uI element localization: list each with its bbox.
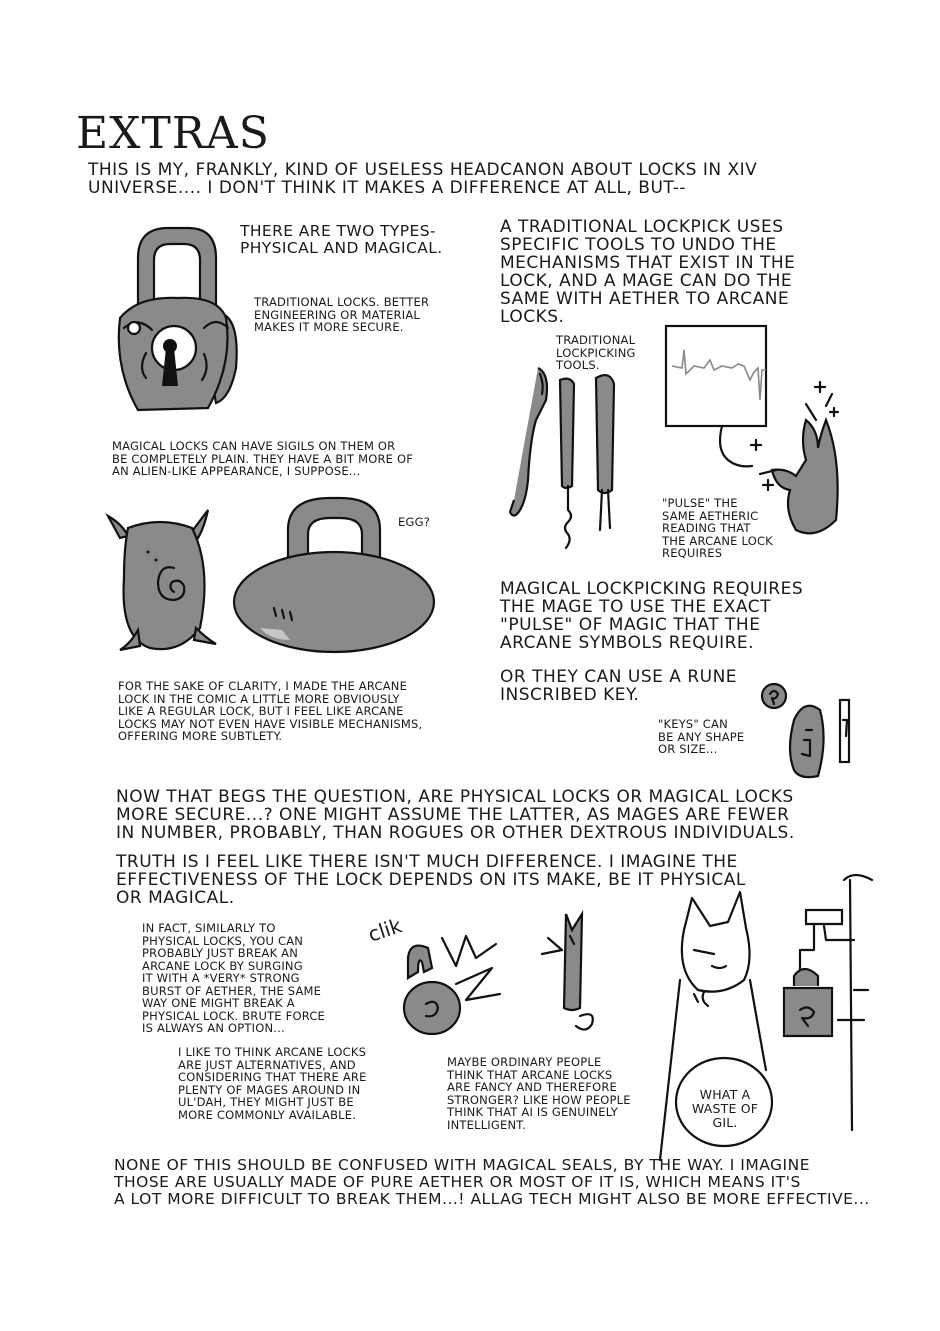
- clarity-note: FOR THE SAKE OF CLARITY, I MADE THE ARCANE LOCK IN THE COMIC A LITTLE MORE OBVIOUSLY LIKE A REGULAR LOCK, BUT I FEEL LIKE ARCANE LOCKS MAY NOT EVEN HAVE VISIBLE MECHANISMS, OFFERING MORE SUBTLETY.: [118, 679, 423, 743]
- two-types-text: THERE ARE TWO TYPES- PHYSICAL AND MAGICAL.: [240, 222, 443, 257]
- clik-sfx: clik: [365, 913, 405, 947]
- lockpick-tools-drawing: [500, 360, 640, 560]
- horned-lock-drawing: [100, 508, 220, 658]
- egg-label: EGG?: [398, 515, 430, 529]
- rune-keys-drawing: [760, 680, 860, 780]
- keys-note: "KEYS" CAN BE ANY SHAPE OR SIZE...: [658, 717, 745, 756]
- egg-lock-drawing: [230, 490, 440, 660]
- tools-label: TRADITIONAL LOCKPICKING TOOLS.: [556, 333, 636, 372]
- magical-lockpicking-text: MAGICAL LOCKPICKING REQUIRES THE MAGE TO USE THE EXACT "PULSE" OF MAGIC THAT THE ARCANE SYMBOLS REQUIRE.: [500, 579, 804, 653]
- speech-bubble: WHAT A WASTE OF GIL.: [691, 1087, 759, 1130]
- question-text: NOW THAT BEGS THE QUESTION, ARE PHYSICAL LOCKS OR MAGICAL LOCKS MORE SECURE...? ONE MIGHT ASSUME THE LATTER, AS MAGES ARE FEWER IN NUMBER, PROBABLY, THAN ROGUES OR OTHER DEXTROUS INDIVIDUALS.: [116, 787, 795, 843]
- lockpick-text: A TRADITIONAL LOCKPICK USES SPECIFIC TOOLS TO UNDO THE MECHANISMS THAT EXIST IN THE LOCK, AND A MAGE CAN DO THE SAME WITH AETHER TO ARCANE LOCKS.: [500, 217, 796, 327]
- truth-text: TRUTH IS I FEEL LIKE THERE ISN'T MUCH DIFFERENCE. I IMAGINE THE EFFECTIVENESS OF THE LOCK DEPENDS ON ITS MAKE, BE IT PHYSICAL OR MAGICAL.: [116, 852, 746, 908]
- rune-key-text: OR THEY CAN USE A RUNE INSCRIBED KEY.: [500, 667, 738, 705]
- miqote-character-drawing: [654, 870, 884, 1160]
- seals-text: NONE OF THIS SHOULD BE CONFUSED WITH MAGICAL SEALS, BY THE WAY. I IMAGINE THOSE ARE USUALLY MADE OF PURE AETHER OR MOST OF IT IS, WHICH MEANS IT'S A LOT MORE DIFFICULT TO BREAK THEM...! ALLAG TECH MIGHT ALSO BE MORE EFFECTIVE...: [114, 1156, 870, 1208]
- pulse-note: "PULSE" THE SAME AETHERIC READING THAT THE ARCANE LOCK REQUIRES: [662, 496, 773, 560]
- alternatives-note: I LIKE TO THINK ARCANE LOCKS ARE JUST ALTERNATIVES, AND CONSIDERING THAT THERE ARE PLENTY OF MAGES AROUND IN UL'DAH, THEY MIGHT JUST BE MORE COMMONLY AVAILABLE.: [178, 1045, 367, 1122]
- intro-text: THIS IS MY, FRANKLY, KIND OF USELESS HEADCANON ABOUT LOCKS IN XIV UNIVERSE.... I DON'T THINK IT MAKES A DIFFERENCE AT ALL, BUT--: [88, 160, 758, 198]
- traditional-locks-note: TRADITIONAL LOCKS. BETTER ENGINEERING OR MATERIAL MAKES IT MORE SECURE.: [254, 295, 430, 334]
- page-title: EXTRAS: [76, 108, 270, 159]
- breaking-lock-drawing: [396, 908, 616, 1048]
- magical-locks-note: MAGICAL LOCKS CAN HAVE SIGILS ON THEM OR BE COMPLETELY PLAIN. THEY HAVE A BIT MORE OF AN ALIEN-LIKE APPEARANCE, I SUPPOSE...: [112, 439, 414, 478]
- ordinary-people-note: MAYBE ORDINARY PEOPLE THINK THAT ARCANE LOCKS ARE FANCY AND THEREFORE STRONGER? LIKE HOW PEOPLE THINK THAT AI IS GENUINELY INTELLIGENT.: [447, 1055, 631, 1132]
- hand-reading-drawing: [656, 320, 856, 550]
- brute-force-note: IN FACT, SIMILARLY TO PHYSICAL LOCKS, YOU CAN PROBABLY JUST BREAK AN ARCANE LOCK BY SURGING IT WITH A *VERY* STRONG BURST OF AETHER, THE SAME WAY ONE MIGHT BREAK A PHYSICAL LOCK. BRUTE FORCE IS ALWAYS AN OPTION...: [142, 921, 326, 1035]
- padlock-drawing: [108, 218, 248, 418]
